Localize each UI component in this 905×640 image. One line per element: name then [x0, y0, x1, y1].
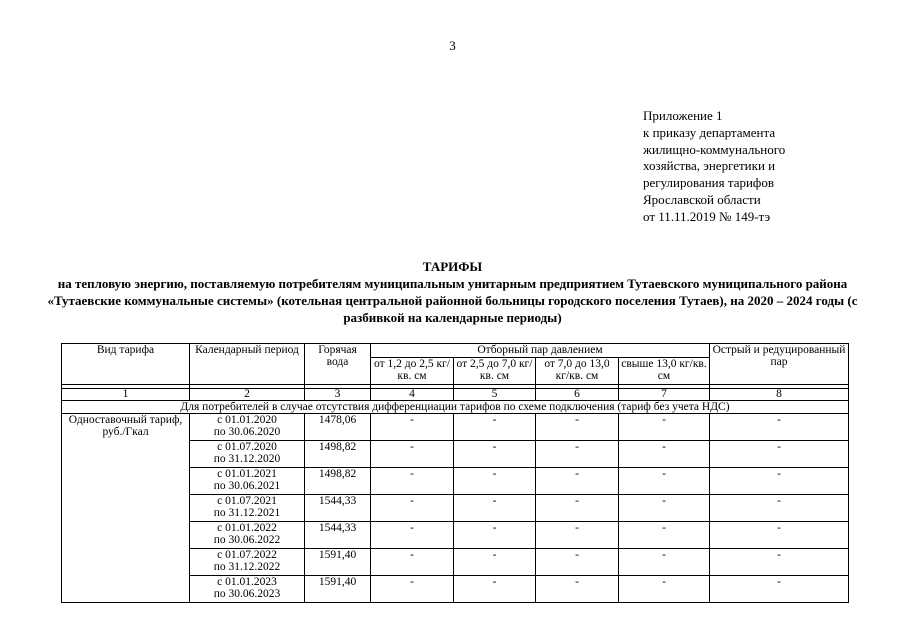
- steam-value: -: [371, 495, 454, 522]
- period-cell: [190, 576, 305, 603]
- column-number: 8: [710, 389, 849, 401]
- header-steam-4: свыше 13,0 кг/кв. см: [619, 358, 710, 385]
- steam-value: -: [454, 522, 536, 549]
- period-end: по 31.12.2020: [213, 453, 281, 466]
- period-cell: [190, 495, 305, 522]
- header-period: Календарный период: [190, 344, 305, 385]
- steam-value: -: [536, 495, 619, 522]
- steam-value: -: [454, 468, 536, 495]
- steam-value: -: [536, 576, 619, 603]
- steam-value: -: [619, 414, 710, 441]
- page-number: 3: [449, 38, 456, 53]
- tariff-label: Одноставочный тариф, руб./Гкал: [62, 414, 190, 603]
- document-subtitle: на тепловую энергию, поставляемую потребителям муниципальным унитарным предприятием Тутаевского муниципального района «Тутаевские коммунальные системы» (котельная центральной районной больницы городского поселения Тутаев), на 2020 – 2024 годы (с разбивкой на календарные периоды): [47, 276, 858, 325]
- header-tariff-type: Вид тарифа: [62, 344, 190, 385]
- period-start: с 01.07.2021: [217, 495, 277, 507]
- reduced-steam-value: -: [710, 549, 849, 576]
- steam-value: -: [619, 441, 710, 468]
- column-number: 7: [619, 389, 710, 401]
- column-number: 2: [190, 389, 305, 401]
- steam-value: -: [619, 468, 710, 495]
- period-cell: [190, 468, 305, 495]
- period-end: по 30.06.2023: [213, 588, 281, 601]
- steam-value: -: [371, 549, 454, 576]
- steam-value: -: [454, 576, 536, 603]
- appendix-line: хозяйства, энергетики и: [643, 158, 776, 174]
- steam-value: -: [619, 576, 710, 603]
- hot-water-value: 1544,33: [305, 522, 371, 549]
- period-end: по 30.06.2021: [213, 480, 281, 493]
- appendix-line: к приказу департамента: [643, 124, 776, 140]
- appendix-line: жилищно-коммунального: [643, 141, 786, 157]
- steam-value: -: [454, 495, 536, 522]
- period-end: по 30.06.2022: [213, 534, 281, 547]
- appendix-line: Приложение 1: [643, 108, 723, 123]
- steam-value: -: [536, 468, 619, 495]
- appendix-line: регулирования тарифов: [643, 175, 774, 191]
- header-row-top: [62, 344, 849, 358]
- reduced-steam-value: -: [710, 441, 849, 468]
- period-end: по 30.06.2020: [213, 426, 281, 439]
- tariff-table-body: [62, 344, 849, 603]
- period-end: по 31.12.2021: [213, 507, 281, 520]
- hot-water-value: 1498,82: [305, 441, 371, 468]
- hot-water-value: 1544,33: [305, 495, 371, 522]
- reduced-steam-value: -: [710, 414, 849, 441]
- period-start: с 01.07.2020: [217, 441, 277, 453]
- steam-value: -: [619, 495, 710, 522]
- period-cell: [190, 522, 305, 549]
- steam-value: -: [371, 468, 454, 495]
- period-cell: [190, 414, 305, 441]
- header-steam-group: Отборный пар давлением: [371, 344, 710, 358]
- header-steam-2: от 2,5 до 7,0 кг/кв. см: [454, 358, 536, 385]
- hot-water-value: 1591,40: [305, 549, 371, 576]
- hot-water-value: 1591,40: [305, 576, 371, 603]
- steam-value: -: [371, 441, 454, 468]
- steam-value: -: [371, 576, 454, 603]
- reduced-steam-value: -: [710, 522, 849, 549]
- column-number: 5: [454, 389, 536, 401]
- appendix-block: [643, 108, 893, 226]
- appendix-line: от 11.11.2019 № 149-тэ: [643, 208, 771, 224]
- steam-value: -: [371, 414, 454, 441]
- steam-value: -: [536, 549, 619, 576]
- steam-value: -: [536, 522, 619, 549]
- period-start: с 01.07.2022: [217, 549, 277, 561]
- period-start: с 01.01.2022: [217, 522, 277, 534]
- reduced-steam-value: -: [710, 576, 849, 603]
- period-end: по 31.12.2022: [213, 561, 281, 574]
- header-reduced-steam: Острый и редуцированный пар: [710, 344, 849, 385]
- steam-value: -: [619, 522, 710, 549]
- table-row: [62, 414, 849, 441]
- column-number-row: [62, 389, 849, 401]
- column-number: 4: [371, 389, 454, 401]
- period-cell: [190, 549, 305, 576]
- steam-value: -: [371, 522, 454, 549]
- section-row: [62, 401, 849, 414]
- period-start: с 01.01.2023: [217, 576, 277, 588]
- column-number: 1: [62, 389, 190, 401]
- steam-value: -: [536, 441, 619, 468]
- column-number: 3: [305, 389, 371, 401]
- document-title: ТАРИФЫ: [422, 259, 483, 274]
- hot-water-value: 1478,06: [305, 414, 371, 441]
- tariff-table: [61, 343, 849, 603]
- steam-value: -: [454, 414, 536, 441]
- steam-value: -: [454, 441, 536, 468]
- steam-value: -: [536, 414, 619, 441]
- section-title: Для потребителей в случае отсутствия дифференциации тарифов по схеме подключения (тариф без учета НДС): [62, 401, 849, 414]
- header-hot-water: Горячая вода: [305, 344, 371, 385]
- appendix-line: Ярославской области: [643, 191, 761, 207]
- period-start: с 01.01.2020: [217, 414, 277, 426]
- reduced-steam-value: -: [710, 468, 849, 495]
- period-cell: [190, 441, 305, 468]
- steam-value: -: [454, 549, 536, 576]
- header-steam-1: от 1,2 до 2,5 кг/кв. см: [371, 358, 454, 385]
- period-start: с 01.01.2021: [217, 468, 277, 480]
- header-steam-3: от 7,0 до 13,0 кг/кв. см: [536, 358, 619, 385]
- steam-value: -: [619, 549, 710, 576]
- column-number: 6: [536, 389, 619, 401]
- hot-water-value: 1498,82: [305, 468, 371, 495]
- reduced-steam-value: -: [710, 495, 849, 522]
